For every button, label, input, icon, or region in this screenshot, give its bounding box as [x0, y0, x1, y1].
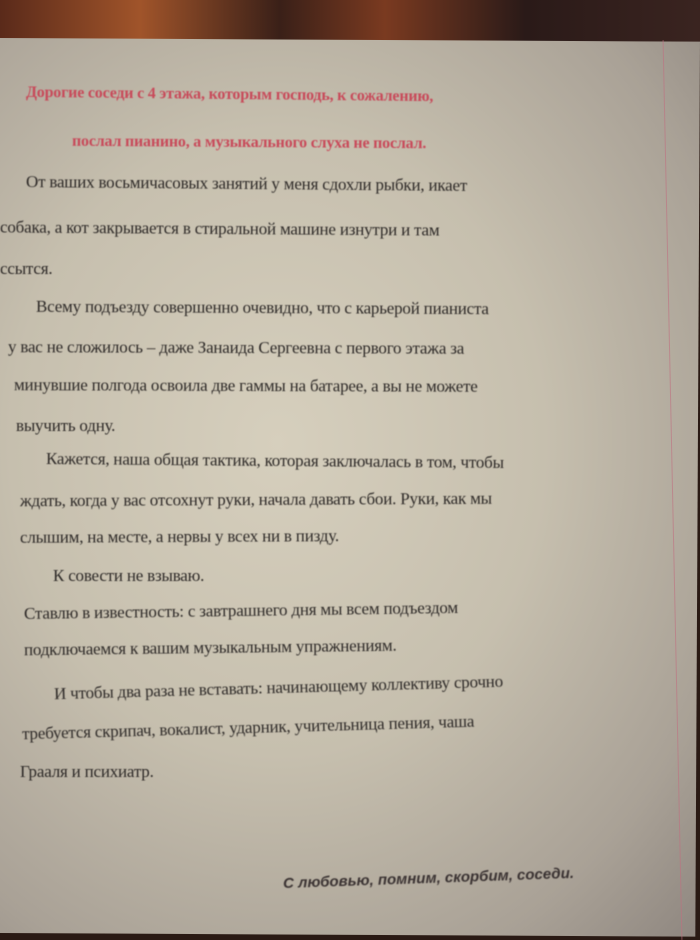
body-line: Всему подъезду совершенно очевидно, что с карьерой пианиста: [35, 296, 489, 319]
body-line: ссытся.: [0, 259, 53, 278]
body-line: требуется скрипач, вокалист, ударник, учительница пения, чаша: [21, 711, 475, 744]
body-line: подключаемся к вашим музыкальным упражнениям.: [23, 635, 397, 660]
body-line: у вас не сложилось – даже Занаида Сергеевна с первого этажа за: [7, 337, 465, 358]
body-line: выучить одну.: [16, 416, 116, 435]
body-line: Грааля и психиатр.: [20, 762, 154, 781]
body-line: И чтобы два раза не вставать: начинающему коллективу срочно: [53, 671, 504, 704]
title-line-2: послал пианино, а музыкального слуха не послал.: [71, 132, 427, 153]
body-line: Ставлю в известность: с завтрашнего дня мы всем подъездом: [23, 597, 459, 624]
body-line: слышим, на месте, а нервы у всех ни в пизду.: [19, 526, 339, 547]
body-line: ждать, когда у вас отсохнут руки, начала давать сбои. Руки, как мы: [19, 488, 492, 511]
body-line: От ваших восьмичасовых занятий у меня сдохли рыбки, икает: [25, 172, 468, 195]
body-line: К совести не взываю.: [53, 566, 205, 585]
title-line-1: Дорогие соседи с 4 этажа, которым господь, к сожалению,: [25, 83, 434, 106]
body-line: собака, а кот закрывается в стиральной машине изнутри и там: [0, 217, 440, 240]
signature: С любовью, помним, скорбим, соседи.: [282, 864, 575, 893]
body-line: минувшие полгода освоила две гаммы на батарее, а вы не можете: [13, 375, 478, 396]
body-line: Кажется, наша общая тактика, которая заключалась в том, чтобы: [45, 449, 504, 472]
